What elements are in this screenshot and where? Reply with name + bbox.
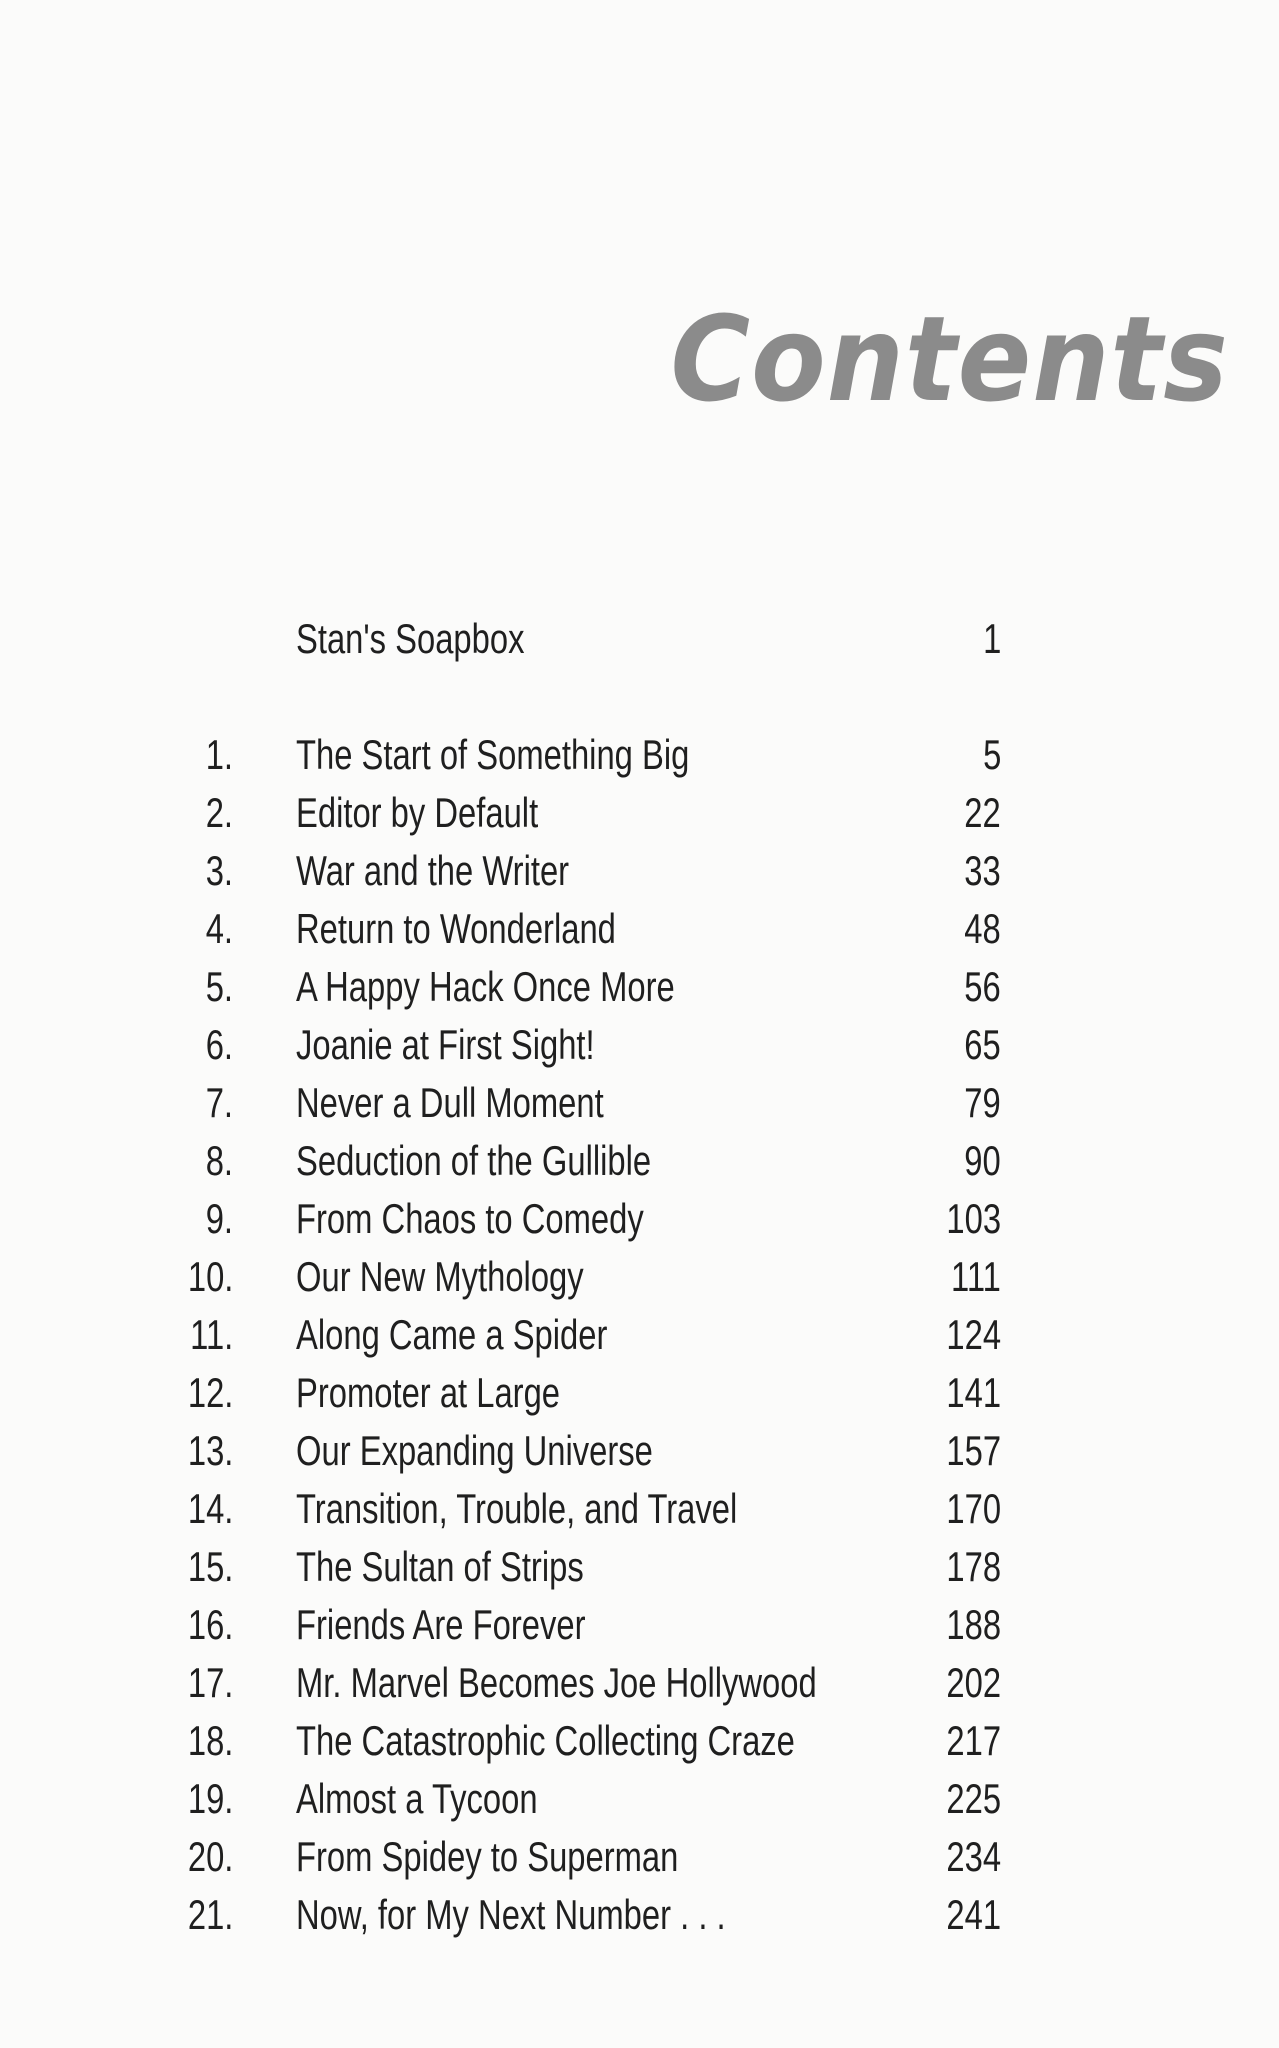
toc-row bbox=[0, 1074, 1279, 1132]
chapter-title: Friends Are Forever bbox=[296, 1601, 586, 1648]
chapter-title: From Chaos to Comedy bbox=[296, 1195, 644, 1242]
chapter-title: War and the Writer bbox=[296, 847, 570, 894]
toc-row bbox=[0, 726, 1279, 784]
toc-row bbox=[0, 842, 1279, 900]
chapter-title: Editor by Default bbox=[296, 789, 539, 836]
toc-row bbox=[0, 1596, 1279, 1654]
toc-row bbox=[0, 1364, 1279, 1422]
chapter-number: 3. bbox=[205, 847, 233, 894]
chapter-number: 1. bbox=[205, 731, 233, 778]
chapter-page: 56 bbox=[964, 963, 1001, 1010]
chapter-title: Almost a Tycoon bbox=[296, 1775, 538, 1822]
chapter-page: 103 bbox=[946, 1195, 1001, 1242]
chapter-number: 4. bbox=[205, 905, 233, 952]
chapter-number: 7. bbox=[205, 1079, 233, 1126]
toc-row bbox=[0, 1190, 1279, 1248]
chapter-page: 5 bbox=[982, 731, 1001, 778]
chapter-number: 11. bbox=[189, 1311, 233, 1358]
chapter-title: Our Expanding Universe bbox=[296, 1427, 653, 1474]
chapter-page: 79 bbox=[964, 1079, 1001, 1126]
chapter-number: 10. bbox=[187, 1253, 233, 1300]
toc-row bbox=[0, 1016, 1279, 1074]
chapter-page: 111 bbox=[951, 1253, 1001, 1300]
toc-row bbox=[0, 900, 1279, 958]
toc-row bbox=[0, 1306, 1279, 1364]
chapter-title: A Happy Hack Once More bbox=[296, 963, 675, 1010]
preface-page: 1 bbox=[982, 615, 1001, 662]
chapter-number: 16. bbox=[187, 1601, 233, 1648]
chapter-page: 178 bbox=[946, 1543, 1001, 1590]
chapter-number: 21. bbox=[187, 1891, 233, 1938]
chapter-page: 188 bbox=[946, 1601, 1001, 1648]
chapter-number: 20. bbox=[187, 1833, 233, 1880]
chapter-title: Seduction of the Gullible bbox=[296, 1137, 652, 1184]
chapter-number: 15. bbox=[187, 1543, 233, 1590]
toc-row bbox=[0, 1770, 1279, 1828]
chapter-number: 6. bbox=[205, 1021, 233, 1068]
chapter-title: The Catastrophic Collecting Craze bbox=[296, 1717, 795, 1764]
chapter-title: The Sultan of Strips bbox=[296, 1543, 584, 1590]
toc-row bbox=[0, 1654, 1279, 1712]
chapter-page: 202 bbox=[946, 1659, 1001, 1706]
toc-row bbox=[0, 1886, 1279, 1944]
toc-row bbox=[0, 958, 1279, 1016]
preface-title: Stan's Soapbox bbox=[296, 615, 525, 662]
chapter-title: Promoter at Large bbox=[296, 1369, 561, 1416]
chapter-title: Transition, Trouble, and Travel bbox=[296, 1485, 738, 1532]
toc-row bbox=[0, 1248, 1279, 1306]
chapter-page: 48 bbox=[964, 905, 1001, 952]
toc-row bbox=[0, 784, 1279, 842]
page-title: Contents bbox=[670, 290, 1229, 428]
chapter-page: 157 bbox=[946, 1427, 1001, 1474]
chapter-page: 90 bbox=[964, 1137, 1001, 1184]
chapter-page: 141 bbox=[946, 1369, 1001, 1416]
chapter-page: 225 bbox=[946, 1775, 1001, 1822]
chapter-title: The Start of Something Big bbox=[296, 731, 690, 778]
toc-row bbox=[0, 1538, 1279, 1596]
chapter-number: 14. bbox=[187, 1485, 233, 1532]
chapter-number: 2. bbox=[205, 789, 233, 836]
chapter-number: 8. bbox=[205, 1137, 233, 1184]
toc-row bbox=[0, 1828, 1279, 1886]
chapter-number: 5. bbox=[205, 963, 233, 1010]
chapter-number: 19. bbox=[187, 1775, 233, 1822]
chapter-title: From Spidey to Superman bbox=[296, 1833, 679, 1880]
toc-preface-row bbox=[0, 610, 1279, 668]
chapter-page: 22 bbox=[964, 789, 1001, 836]
chapter-page: 217 bbox=[946, 1717, 1001, 1764]
chapter-number: 13. bbox=[187, 1427, 233, 1474]
chapter-number: 9. bbox=[205, 1195, 233, 1242]
chapter-number: 18. bbox=[187, 1717, 233, 1764]
chapter-title: Our New Mythology bbox=[296, 1253, 584, 1300]
chapter-page: 234 bbox=[946, 1833, 1001, 1880]
chapter-title: Along Came a Spider bbox=[296, 1311, 608, 1358]
toc-row bbox=[0, 1422, 1279, 1480]
chapter-title: Joanie at First Sight! bbox=[296, 1021, 595, 1068]
chapter-page: 65 bbox=[964, 1021, 1001, 1068]
chapter-title: Never a Dull Moment bbox=[296, 1079, 604, 1126]
chapter-page: 170 bbox=[946, 1485, 1001, 1532]
chapter-title: Now, for My Next Number . . . bbox=[296, 1891, 726, 1938]
chapter-page: 241 bbox=[946, 1891, 1001, 1938]
chapter-page: 33 bbox=[964, 847, 1001, 894]
chapter-number: 12. bbox=[187, 1369, 233, 1416]
toc-row bbox=[0, 1712, 1279, 1770]
toc-row bbox=[0, 1132, 1279, 1190]
toc-row bbox=[0, 1480, 1279, 1538]
chapter-title: Return to Wonderland bbox=[296, 905, 616, 952]
chapter-number: 17. bbox=[187, 1659, 233, 1706]
chapter-page: 124 bbox=[946, 1311, 1001, 1358]
chapter-title: Mr. Marvel Becomes Joe Hollywood bbox=[296, 1659, 817, 1706]
